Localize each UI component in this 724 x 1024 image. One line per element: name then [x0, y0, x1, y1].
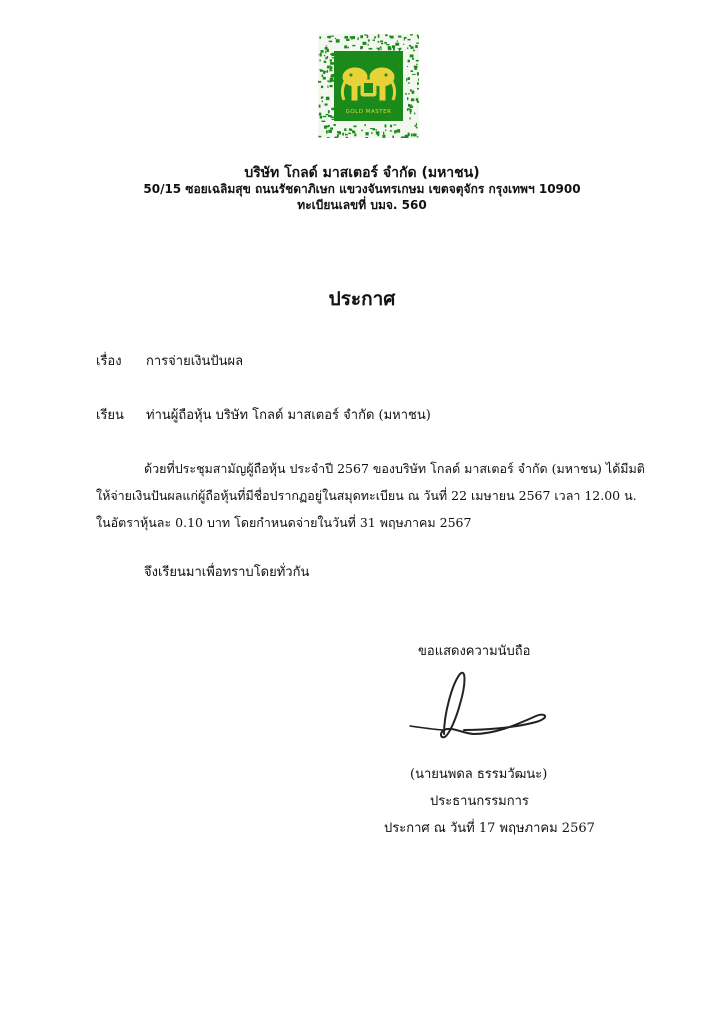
body-line: ให้จ่ายเงินปันผลแก่ผู้ถือหุ้นที่มีชื่อปรากฏอยู่ในสมุดทะเบียน ณ วันที่ 22 เมษายน 2567 เวลา 12.00 น.: [96, 488, 637, 503]
recipient-value: ท่านผู้ถือหุ้น บริษัท โกลด์ มาสเตอร์ จำกัด (มหาชน): [146, 408, 431, 423]
closing-line: จึงเรียนมาเพื่อทราบโดยทั่วกัน: [144, 565, 310, 580]
company-registration: ทะเบียนเลขที่ บมจ. 560: [297, 198, 427, 212]
recipient-label: เรียน: [96, 408, 124, 423]
body-line: ด้วยที่ประชุมสามัญผู้ถือหุ้น ประจำปี 2567 ของบริษัท โกลด์ มาสเตอร์ จำกัด (มหาชน) ได้มีมติ: [144, 461, 645, 476]
handwritten-signature: [404, 664, 554, 744]
company-logo-emblem: [318, 34, 419, 138]
subject-label: เรื่อง: [96, 354, 122, 369]
signer-name: (นายนพดล ธรรมวัฒนะ): [410, 767, 548, 782]
body-paragraph: [96, 455, 645, 536]
signer-position: ประธานกรรมการ: [430, 794, 529, 809]
document-title: ประกาศ: [328, 288, 396, 310]
logo-emblem-text: GOLD MASTER: [345, 109, 392, 115]
company-address: 50/15 ซอยเฉลิมสุข ถนนรัชดาภิเษก แขวงจันทรเกษม เขตจตุจักร กรุงเทพฯ 10900: [143, 182, 581, 196]
company-name: บริษัท โกลด์ มาสเตอร์ จำกัด (มหาชน): [244, 165, 480, 181]
regards-text: ขอแสดงความนับถือ: [418, 644, 531, 659]
company-logo: [318, 34, 419, 138]
announcement-date: ประกาศ ณ วันที่ 17 พฤษภาคม 2567: [384, 821, 595, 836]
body-line: ในอัตราหุ้นละ 0.10 บาท โดยกำหนดจ่ายในวันที่ 31 พฤษภาคม 2567: [96, 515, 472, 530]
subject-value: การจ่ายเงินปันผล: [146, 354, 244, 369]
